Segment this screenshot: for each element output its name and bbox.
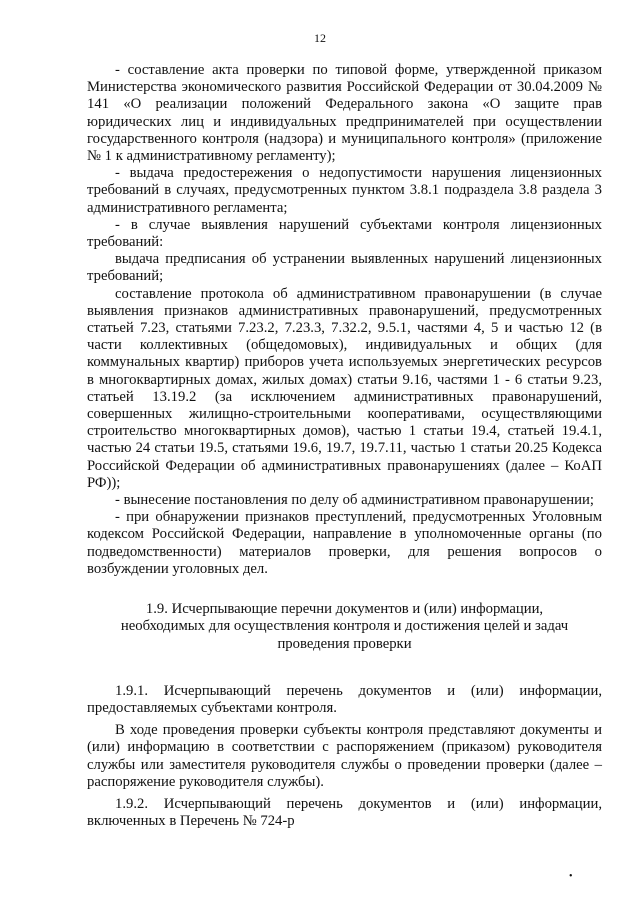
- page-number: 12: [314, 31, 326, 45]
- footer-mark: •: [569, 871, 573, 882]
- paragraph-violations: - в случае выявления нарушений субъектами контроля лицензионных требований:: [87, 216, 602, 251]
- section-title-line: проведения проверки: [277, 635, 412, 652]
- paragraph-protocol: составление протокола об административном правонарушении (в случае выявления признаков административных правонарушений, предусмотренных статьей 7.23, статьями 7.23.2, 7.23.3, 7.32.2, 9.5.1, частями 4, 5 и частью 12 (в части коллективных (общедомовых), индивидуальных и общих (для коммунальных квартир) приборов учета используемых энергетических ресурсов в многоквартирных домах, жилых домах) статьи 9.16, частями 1 - 6 статьи 9.23, статьей 13.19.2 (за исключением административных правонарушений, совершенных жилищно-строительными кооперативами, осуществляющими строительство многоквартирных домов), частью 1 статьи 19.4, статьей 19.4.1, частью 24 статьи 19.5, статьями 19.6, 19.7, 19.7.11, частью 1 статьи 20.25 Кодекса Российской Федерации об административных правонарушениях (далее – КоАП РФ));: [87, 285, 602, 491]
- document-body: [87, 62, 602, 830]
- section-title-line: 1.9. Исчерпывающие перечни документов и (или) информации,: [145, 601, 544, 618]
- paragraph-order: выдача предписания об устранении выявленных нарушений лицензионных требований;: [87, 251, 602, 285]
- paragraph-warning: - выдача предостережения о недопустимости нарушения лицензионных требований в случаях, предусмотренных пунктом 3.8.1 подраздела 3.8 раздела 3 административного регламента;: [87, 165, 602, 216]
- paragraph-1-9-2: 1.9.2. Исчерпывающий перечень документов и (или) информации, включенных в Перечень № 724-р: [87, 795, 602, 830]
- section-title: [87, 601, 602, 653]
- paragraph-1-9-1: 1.9.1. Исчерпывающий перечень документов и (или) информации, предоставляемых субъектами контроля.: [87, 682, 602, 716]
- paragraph-inspection-act: - составление акта проверки по типовой форме, утвержденной приказом Министерства экономического развития Российской Федерации от 30.04.2009 № 141 «О реализации положений Федерального закона «О защите прав юридических лиц и индивидуальных предпринимателей при осуществлении государственного контроля (надзора) и муниципального контроля» (приложение № 1 к административному регламенту);: [87, 62, 602, 165]
- paragraph-documents-submitted: В ходе проведения проверки субъекты контроля представляют документы и (или) информацию в соответствии с распоряжением (приказом) руководителя службы или заместителя руководителя службы о проведении проверки (далее – распоряжение руководителя службы).: [87, 722, 602, 790]
- section-title-line: необходимых для осуществления контроля и достижения целей и задач: [120, 618, 569, 635]
- paragraph-criminal: - при обнаружении признаков преступлений, предусмотренных Уголовным кодексом Российской Федерации, направление в уполномоченные органы (по подведомственности) материалов проверки, для решения вопросов о возбуждении уголовных дел.: [87, 509, 602, 577]
- paragraph-resolution: - вынесение постановления по делу об административном правонарушении;: [115, 492, 594, 509]
